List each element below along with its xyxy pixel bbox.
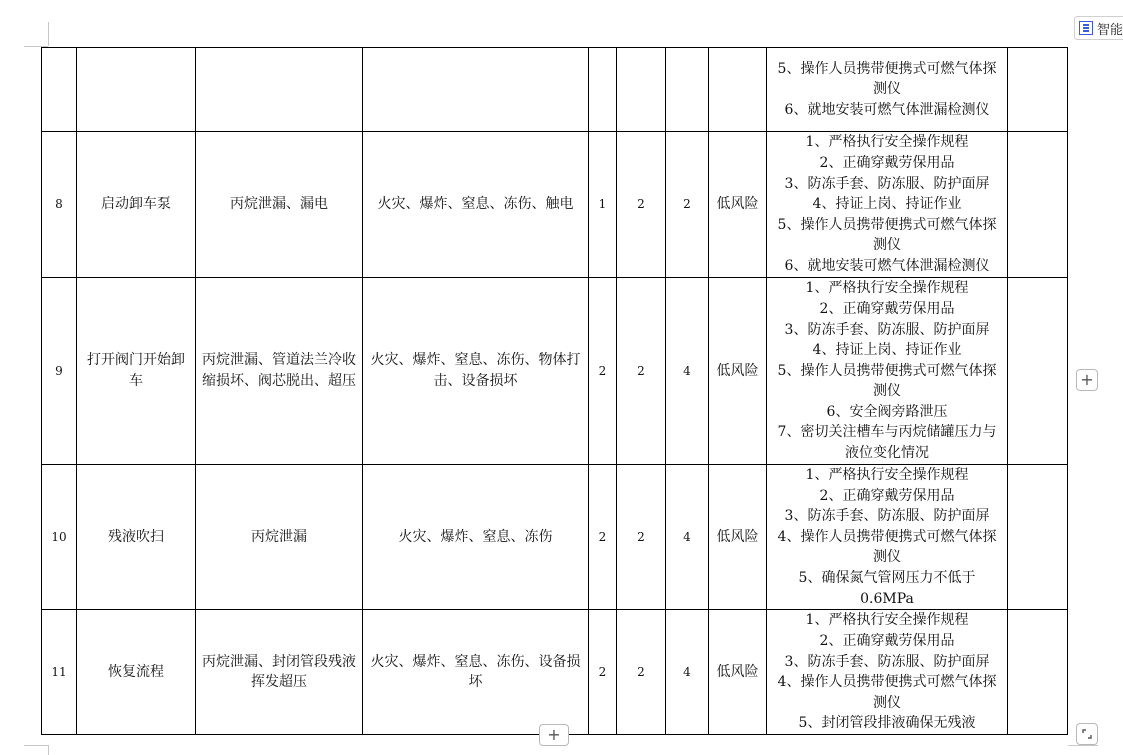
smart-assistant-button[interactable] (1074, 16, 1123, 40)
table-row (42, 465, 1068, 610)
control-measure-item: 3、防冻手套、防冻服、防护面屏 (784, 321, 990, 338)
page-corner-mark (24, 745, 48, 746)
control-measure-item: 6、就地安装可燃气体泄漏检测仪 (784, 257, 990, 274)
control-measure-item: 7、密切关注槽车与丙烷储罐压力与液位变化情况 (777, 424, 997, 462)
control-measure-item: 2、正确穿戴劳保用品 (819, 487, 955, 504)
risk-level-cell[interactable] (709, 48, 767, 132)
likelihood-cell[interactable]: 1 (589, 132, 617, 278)
consequence-cell[interactable]: 火灾、爆炸、窒息、冻伤 (363, 465, 589, 610)
risk-score-cell[interactable]: 2 (666, 132, 709, 278)
add-column-button[interactable] (539, 724, 569, 746)
severity-cell[interactable]: 2 (617, 132, 666, 278)
control-measures-cell[interactable] (767, 132, 1008, 278)
table-row (42, 132, 1068, 278)
control-measure-item: 5、操作人员携带便携式可燃气体探测仪 (777, 60, 997, 98)
control-measure-item: 5、操作人员携带便携式可燃气体探测仪 (777, 216, 997, 254)
consequence-cell[interactable]: 火灾、爆炸、窒息、冻伤、触电 (363, 132, 589, 278)
control-measure-item: 4、操作人员携带便携式可燃气体探测仪 (777, 674, 997, 711)
smart-doc-icon (1079, 21, 1093, 35)
likelihood-cell[interactable] (589, 48, 617, 132)
control-measure-item: 1、严格执行安全操作规程 (805, 612, 969, 629)
consequence-cell[interactable]: 火灾、爆炸、窒息、冻伤、设备损坏 (363, 610, 589, 735)
control-measure-item: 3、防冻手套、防冻服、防护面屏 (784, 508, 990, 525)
risk-level-cell[interactable]: 低风险 (709, 278, 767, 465)
smart-assistant-label: 智能 (1097, 22, 1123, 38)
operation-cell[interactable] (77, 48, 196, 132)
table-row (42, 278, 1068, 465)
page-corner-mark (48, 745, 49, 755)
hazard-cell[interactable]: 丙烷泄漏、封闭管段残液挥发超压 (196, 610, 363, 735)
remark-cell[interactable] (1008, 48, 1068, 132)
row-number-cell[interactable] (42, 48, 77, 132)
remark-cell[interactable] (1008, 610, 1068, 735)
control-measure-item: 4、持证上岗、持证作业 (812, 342, 962, 359)
control-measure-item: 4、操作人员携带便携式可燃气体探测仪 (777, 528, 997, 566)
control-measure-item: 3、防冻手套、防冻服、防护面屏 (784, 653, 990, 670)
operation-cell[interactable]: 恢复流程 (77, 610, 196, 735)
add-row-button[interactable] (1076, 369, 1098, 391)
risk-level-cell[interactable]: 低风险 (709, 132, 767, 278)
control-measure-item: 5、封闭管段排液确保无残液 (798, 715, 976, 732)
severity-cell[interactable]: 2 (617, 465, 666, 610)
likelihood-cell[interactable]: 2 (589, 465, 617, 610)
control-measure-item: 3、防冻手套、防冻服、防护面屏 (784, 175, 990, 192)
row-number-cell[interactable]: 8 (42, 132, 77, 278)
risk-level-cell[interactable]: 低风险 (709, 465, 767, 610)
control-measure-item: 6、安全阀旁路泄压 (826, 403, 948, 420)
row-number-cell[interactable]: 9 (42, 278, 77, 465)
control-measure-item: 4、持证上岗、持证作业 (812, 196, 962, 213)
control-measure-item: 5、操作人员携带便携式可燃气体探测仪 (777, 362, 997, 400)
control-measure-item: 2、正确穿戴劳保用品 (819, 155, 955, 172)
control-measure-item: 2、正确穿戴劳保用品 (819, 632, 955, 649)
control-measure-item: 1、严格执行安全操作规程 (805, 467, 969, 483)
table-resize-button[interactable] (1076, 723, 1098, 745)
likelihood-cell[interactable]: 2 (589, 278, 617, 465)
consequence-cell[interactable] (363, 48, 589, 132)
risk-score-cell[interactable]: 4 (666, 610, 709, 735)
operation-cell[interactable]: 残液吹扫 (77, 465, 196, 610)
operation-cell[interactable]: 启动卸车泵 (77, 132, 196, 278)
control-measures-cell[interactable] (767, 465, 1008, 610)
hazard-cell[interactable]: 丙烷泄漏 (196, 465, 363, 610)
severity-cell[interactable] (617, 48, 666, 132)
row-number-cell[interactable]: 10 (42, 465, 77, 610)
page-corner-mark (48, 22, 49, 46)
risk-score-cell[interactable]: 4 (666, 278, 709, 465)
control-measures-cell[interactable] (767, 610, 1008, 735)
control-measures-cell[interactable] (767, 278, 1008, 465)
control-measure-item: 2、正确穿戴劳保用品 (819, 300, 955, 317)
control-measure-item: 5、确保氮气管网压力不低于 0.6MPa (798, 569, 976, 607)
hazard-cell[interactable]: 丙烷泄漏、管道法兰冷收缩损坏、阀芯脱出、超压 (196, 278, 363, 465)
severity-cell[interactable]: 2 (617, 278, 666, 465)
risk-score-cell[interactable] (666, 48, 709, 132)
row-number-cell[interactable]: 11 (42, 610, 77, 735)
control-measure-item: 1、严格执行安全操作规程 (805, 134, 969, 151)
operation-cell[interactable]: 打开阀门开始卸车 (77, 278, 196, 465)
control-measure-item: 1、严格执行安全操作规程 (805, 280, 969, 297)
likelihood-cell[interactable]: 2 (589, 610, 617, 735)
remark-cell[interactable] (1008, 132, 1068, 278)
consequence-cell[interactable]: 火灾、爆炸、窒息、冻伤、物体打击、设备损坏 (363, 278, 589, 465)
plus-icon: + (1080, 370, 1094, 389)
hazard-cell[interactable]: 丙烷泄漏、漏电 (196, 132, 363, 278)
table-row (42, 610, 1068, 735)
page-corner-mark (1068, 745, 1098, 746)
remark-cell[interactable] (1008, 465, 1068, 610)
risk-level-cell[interactable]: 低风险 (709, 610, 767, 735)
remark-cell[interactable] (1008, 278, 1068, 465)
hazard-cell[interactable] (196, 48, 363, 132)
severity-cell[interactable]: 2 (617, 610, 666, 735)
table-row (42, 48, 1068, 132)
risk-assessment-table (41, 47, 1068, 735)
risk-score-cell[interactable]: 4 (666, 465, 709, 610)
resize-corner-icon (1081, 728, 1093, 740)
control-measure-item: 6、就地安装可燃气体泄漏检测仪 (784, 101, 990, 118)
plus-icon: + (547, 725, 561, 744)
control-measures-cell[interactable] (767, 48, 1008, 132)
